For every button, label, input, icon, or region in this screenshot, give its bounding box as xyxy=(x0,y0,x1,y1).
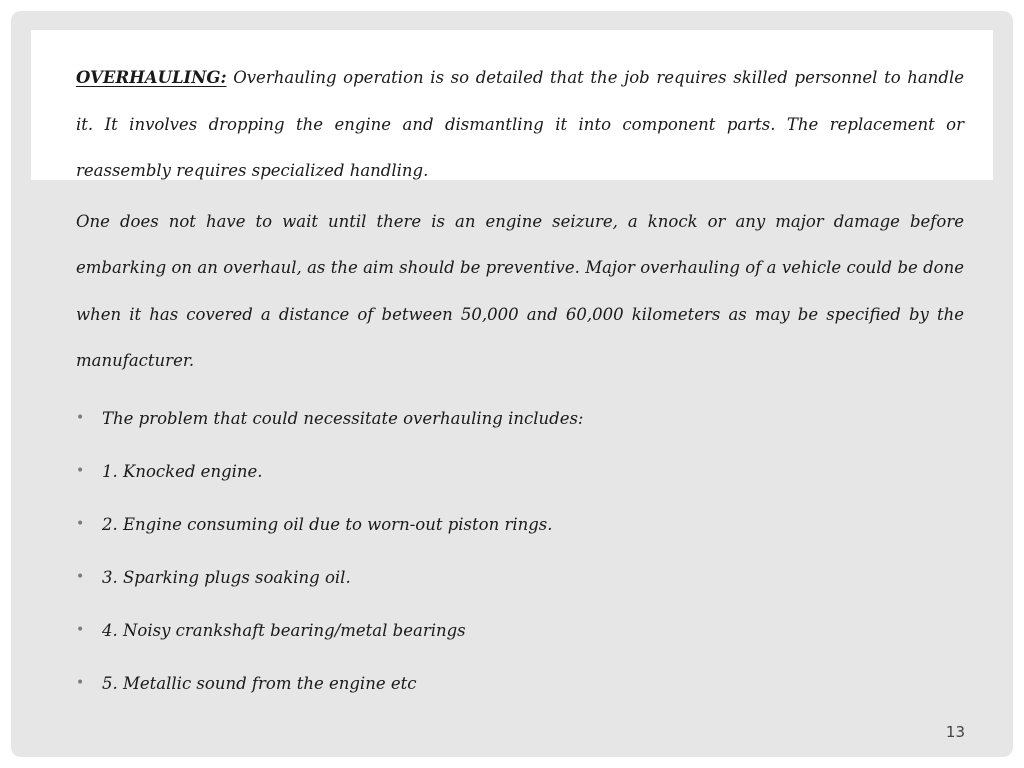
bullet-text: 2. Engine consuming oil due to worn-out piston rings. xyxy=(102,514,553,534)
bullet-item xyxy=(76,445,964,498)
slide xyxy=(11,11,1013,757)
bullet-text: 4. Noisy crankshaft bearing/metal bearings xyxy=(102,620,466,640)
bullet-item xyxy=(76,392,964,445)
bullet-text: 5. Metallic sound from the engine etc xyxy=(102,673,417,693)
intro-paragraph xyxy=(76,55,964,195)
page-number: 13 xyxy=(945,723,965,741)
bullet-icon: • xyxy=(76,462,85,479)
bullet-text: 3. Sparking plugs soaking oil. xyxy=(102,567,351,587)
section-heading: OVERHAULING: xyxy=(76,68,227,87)
bullet-item xyxy=(76,551,964,604)
bullet-icon: • xyxy=(76,515,85,532)
bullet-icon: • xyxy=(76,568,85,585)
intro-text: Overhauling operation is so detailed that the job requires skilled personnel to handle it. It involves dropping the engine and dismantling it into component parts. The replacement or reassembly requires specialized handling. xyxy=(76,68,964,180)
bullet-text: 1. Knocked engine. xyxy=(102,461,263,481)
preventive-paragraph: One does not have to wait until there is an engine seizure, a knock or any major damage before embarking on an overhaul, as the aim should be preventive. Major overhauling of a vehicle could be done when it has covered a distance of between 50,000 and 60,000 kilometers as may be specified by the manufacturer. xyxy=(76,211,964,370)
bullet-list xyxy=(76,392,964,710)
slide-content xyxy=(76,55,964,710)
bullet-item xyxy=(76,498,964,551)
bullet-icon: • xyxy=(76,621,85,638)
bullet-text: The problem that could necessitate overhauling includes: xyxy=(102,408,584,428)
bullet-item xyxy=(76,657,964,710)
bullet-icon: • xyxy=(76,409,85,426)
bullet-item xyxy=(76,604,964,657)
bullet-icon: • xyxy=(76,674,85,691)
